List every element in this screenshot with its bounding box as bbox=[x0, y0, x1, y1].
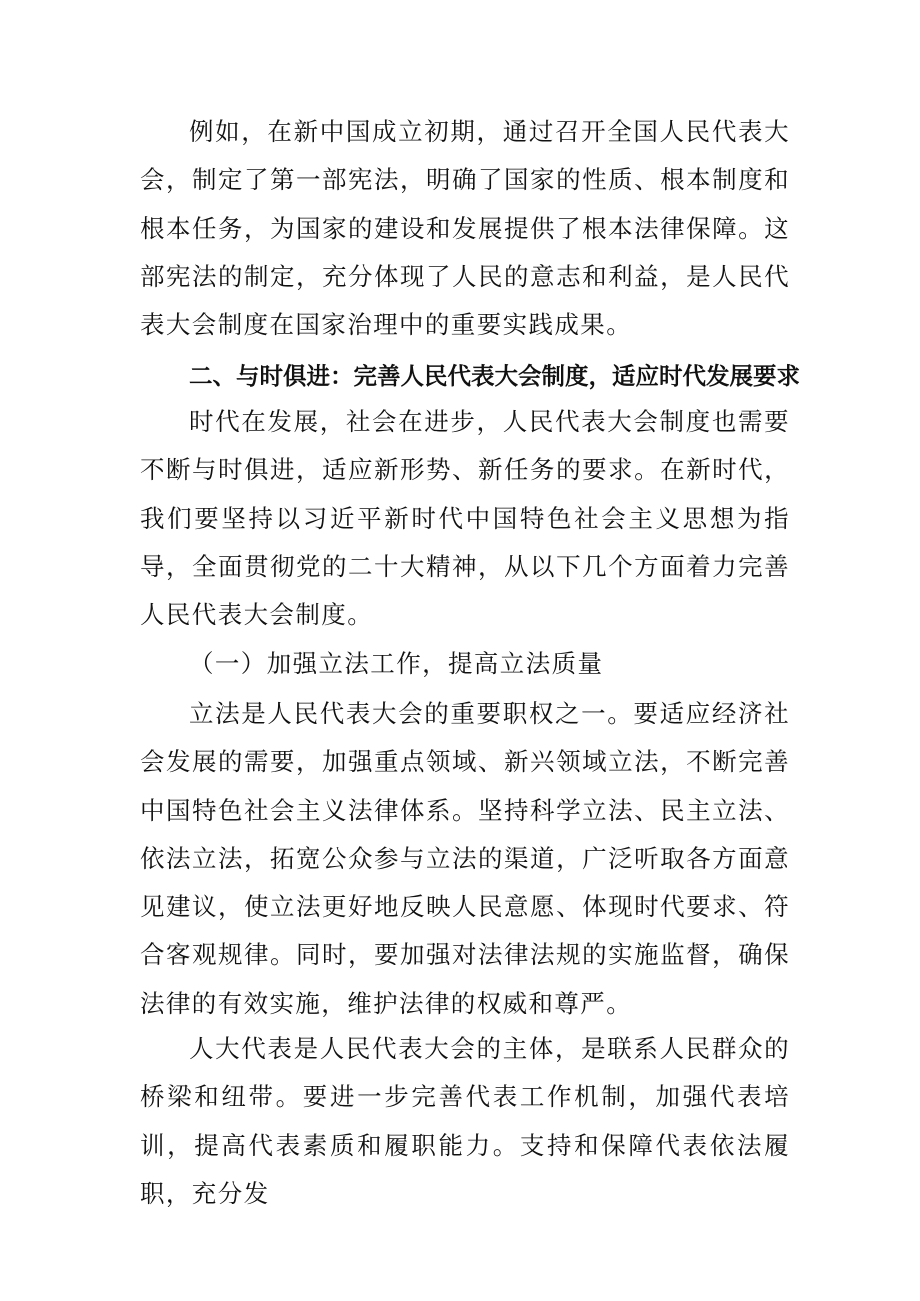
subsection-one-heading: （一）加强立法工作，提高立法质量 bbox=[189, 649, 604, 678]
section-two-heading: 二、与时俱进：完善人民代表大会制度，适应时代发展要求 bbox=[189, 362, 800, 390]
subsection-one-body-paragraph: 立法是人民代表大会的重要职权之一。要适应经济社会发展的需要，加强重点领域、新兴领域立法，不断完善中国特色社会主义法律体系。坚持科学立法、民主立法、依法立法，拓宽公众参与立法的渠道，广泛听取各方面意见建议，使立法更好地反映人民意愿、体现时代要求、符合客观规律。同时，要加强对法律法规的实施监督，确保法律的有效实施，维护法律的权威和尊严。 bbox=[140, 699, 790, 1018]
deputies-paragraph: 人大代表是人民代表大会的主体，是联系人民群众的桥梁和纽带。要进一步完善代表工作机制，加强代表培训，提高代表素质和履职能力。支持和保障代表依法履职，充分发 bbox=[140, 1034, 790, 1208]
paragraph-constitution-example: 例如，在新中国成立初期，通过召开全国人民代表大会，制定了第一部宪法，明确了国家的性质、根本制度和根本任务，为国家的建设和发展提供了根本法律保障。这部宪法的制定，充分体现了人民的意志和利益，是人民代表大会制度在国家治理中的重要实践成果。 bbox=[140, 117, 790, 340]
section-two-intro-paragraph: 时代在发展，社会在进步，人民代表大会制度也需要不断与时俱进，适应新形势、新任务的要求。在新时代，我们要坚持以习近平新时代中国特色社会主义思想为指导，全面贯彻党的二十大精神，从以下几个方面着力完善人民代表大会制度。 bbox=[140, 407, 790, 630]
